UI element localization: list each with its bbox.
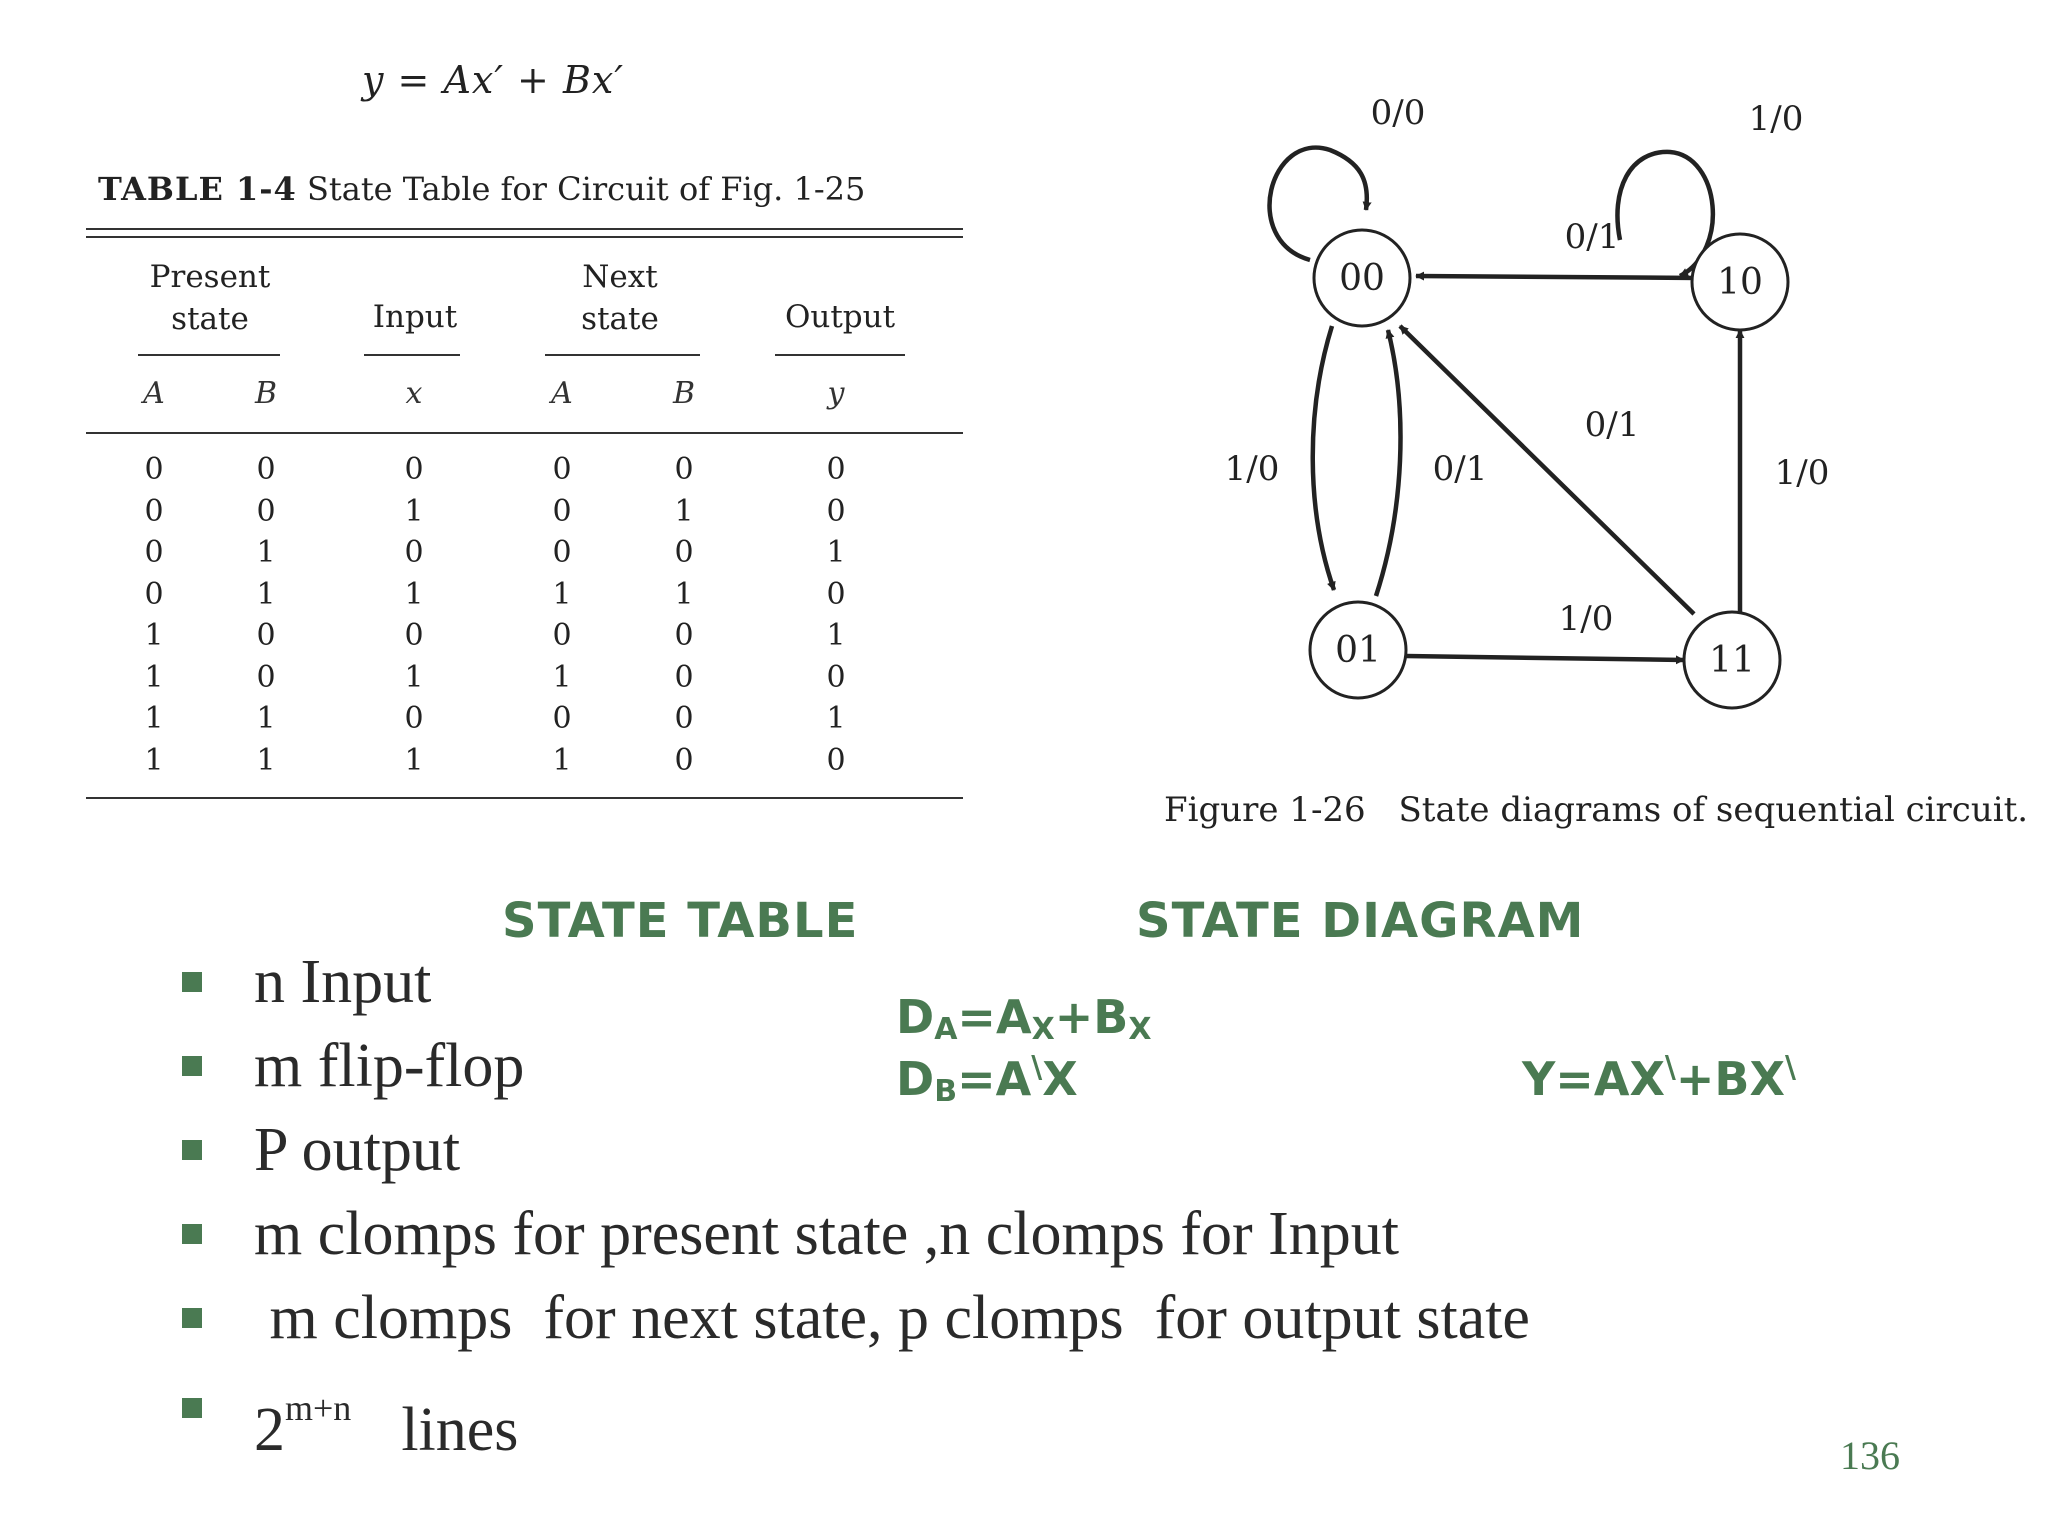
state-label-01: 01 (1335, 630, 1381, 671)
cell-next-b: 0 (674, 701, 694, 736)
formula-db (896, 1050, 1078, 1109)
formula-db-tail: X (1042, 1052, 1078, 1106)
present-state-underline (138, 354, 280, 356)
cell-present-a: 1 (144, 742, 164, 778)
cell-present-a: 0 (144, 576, 164, 612)
header-present-state: Present state (149, 259, 271, 337)
table-header-rule (86, 432, 963, 434)
input-underline (364, 354, 460, 356)
formula-db-lhs-sub: B (934, 1074, 958, 1109)
formula-y-lhs: Y=AX (1522, 1052, 1665, 1106)
bullet-text: m flip-flop (254, 1032, 525, 1100)
formula-da (896, 990, 1151, 1047)
bullet-marker (182, 1140, 202, 1160)
state-diagram (1224, 90, 1880, 750)
bullet-text: P output (254, 1116, 461, 1184)
formula-y-mid: +BX (1675, 1052, 1785, 1106)
cell-input-x: 0 (404, 618, 424, 653)
header-input: Input (372, 299, 458, 335)
edge-label-00-01: 1/0 (1224, 449, 1280, 489)
cell-present-a: 1 (144, 618, 164, 653)
table-caption-number: TABLE 1-4 (98, 170, 297, 208)
cell-next-b: 0 (674, 535, 694, 570)
state-label-10: 10 (1717, 262, 1763, 303)
cell-present-b: 0 (256, 618, 276, 653)
output-equation: y = Ax′ + Bx′ (362, 58, 624, 102)
cell-output-y: 1 (826, 618, 846, 653)
bullet-text (254, 1368, 518, 1470)
formula-da-eq: =A (957, 990, 1032, 1044)
edge-label-10-00: 0/1 (1564, 217, 1620, 257)
edge-label-01-11: 1/0 (1558, 599, 1614, 639)
table-bottom-rule (86, 797, 963, 799)
lines-text: lines (401, 1396, 519, 1464)
subheader-next-b: B (672, 376, 696, 411)
cell-present-b: 1 (256, 742, 276, 778)
cell-present-b: 1 (256, 576, 276, 612)
header-next-state: Next state (581, 259, 659, 337)
edge-10-00 (1416, 276, 1700, 278)
next-state-underline (545, 354, 700, 356)
cell-next-a: 0 (552, 493, 572, 529)
cell-output-y: 1 (826, 535, 846, 570)
cell-next-a: 0 (552, 535, 572, 570)
table-top-rule-2 (86, 236, 963, 238)
cell-input-x: 1 (404, 659, 424, 695)
formula-da-plus: +B (1054, 990, 1129, 1044)
figure-caption (1164, 790, 2028, 830)
cell-next-a: 0 (552, 452, 572, 487)
cell-input-x: 0 (404, 535, 424, 570)
cell-present-a: 0 (144, 535, 164, 570)
edge-label-10-10: 1/0 (1748, 99, 1804, 139)
formula-da-t2-sub: X (1128, 1012, 1152, 1047)
subheader-a: A (143, 376, 165, 411)
power-exponent: m+n (285, 1388, 352, 1428)
formula-da-lhs-sub: A (934, 1012, 958, 1047)
cell-output-y: 1 (826, 701, 846, 736)
formula-db-eq: =A (957, 1052, 1032, 1106)
cell-next-a: 0 (552, 618, 572, 653)
cell-input-x: 1 (404, 493, 424, 529)
cell-present-a: 1 (144, 659, 164, 695)
edge-label-01-00: 0/1 (1432, 449, 1488, 489)
formula-y-prime1: \ (1664, 1050, 1676, 1085)
cell-next-a: 1 (552, 659, 572, 695)
cell-input-x: 1 (404, 576, 424, 612)
table-caption (98, 170, 865, 208)
cell-present-b: 0 (256, 452, 276, 487)
cell-output-y: 0 (826, 742, 846, 778)
bullet-text: n Input (254, 948, 432, 1016)
cell-present-a: 1 (144, 701, 164, 736)
cell-output-y: 0 (826, 659, 846, 695)
table-caption-text: State Table for Circuit of Fig. 1-25 (306, 170, 866, 208)
edge-01-00 (1376, 330, 1401, 596)
edge-01-11 (1406, 656, 1684, 660)
cell-output-y: 0 (826, 452, 846, 487)
table-top-rule (86, 228, 963, 230)
edges (1270, 148, 1740, 660)
cell-next-a: 1 (552, 576, 572, 612)
cell-output-y: 0 (826, 576, 846, 612)
cell-output-y: 0 (826, 493, 846, 529)
edge-label-11-00: 0/1 (1584, 405, 1640, 445)
formula-y (1522, 1050, 1796, 1106)
subheader-b: B (254, 376, 278, 411)
subheader-x: x (405, 376, 423, 411)
cell-input-x: 0 (404, 701, 424, 736)
cell-next-b: 1 (674, 576, 694, 612)
cell-input-x: 0 (404, 452, 424, 487)
cell-next-a: 0 (552, 701, 572, 736)
cell-next-b: 0 (674, 659, 694, 695)
bullet-marker (182, 1056, 202, 1076)
formula-y-prime2: \ (1784, 1050, 1796, 1085)
output-underline (775, 354, 905, 356)
cell-present-b: 0 (256, 659, 276, 695)
cell-present-a: 0 (144, 493, 164, 529)
state-label-11: 11 (1709, 640, 1755, 681)
cell-present-b: 1 (256, 701, 276, 736)
bullet-marker (182, 1308, 202, 1328)
cell-present-a: 0 (144, 452, 164, 487)
cell-next-b: 1 (674, 493, 694, 529)
edge-label-11-10: 1/0 (1774, 453, 1830, 493)
edge-label-00-00: 0/0 (1370, 93, 1426, 133)
bullet-marker (182, 1224, 202, 1244)
header-output: Output (784, 299, 896, 335)
formula-da-t1-sub: X (1031, 1012, 1055, 1047)
state-label-00: 00 (1339, 258, 1385, 299)
formula-da-lhs: D (896, 990, 935, 1044)
subheader-next-a: A (551, 376, 573, 411)
bullet-marker (182, 1398, 202, 1418)
state-diagram-heading: STATE DIAGRAM (1136, 893, 1585, 949)
bullet-marker (182, 972, 202, 992)
state-table-heading: STATE TABLE (502, 893, 859, 949)
figure-caption-number: Figure 1-26 (1164, 790, 1366, 830)
page-number: 136 (1840, 1433, 1900, 1478)
cell-next-b: 0 (674, 452, 694, 487)
figure-caption-text: State diagrams of sequential circuit. (1398, 790, 2029, 830)
bullet-text: m clomps for present state ,n clomps for Input (254, 1200, 1400, 1268)
edge-00-01 (1313, 326, 1334, 590)
cell-next-b: 0 (674, 618, 694, 653)
formula-db-prime: \ (1031, 1050, 1043, 1085)
bullet-text: m clomps for next state, p clomps for output state (254, 1284, 1530, 1352)
subheader-y: y (827, 376, 845, 411)
cell-next-a: 1 (552, 742, 572, 778)
cell-present-b: 1 (256, 535, 276, 570)
cell-present-b: 0 (256, 493, 276, 529)
formula-db-lhs: D (896, 1052, 935, 1106)
cell-next-b: 0 (674, 742, 694, 778)
power-base: 2 (254, 1396, 285, 1464)
cell-input-x: 1 (404, 742, 424, 778)
